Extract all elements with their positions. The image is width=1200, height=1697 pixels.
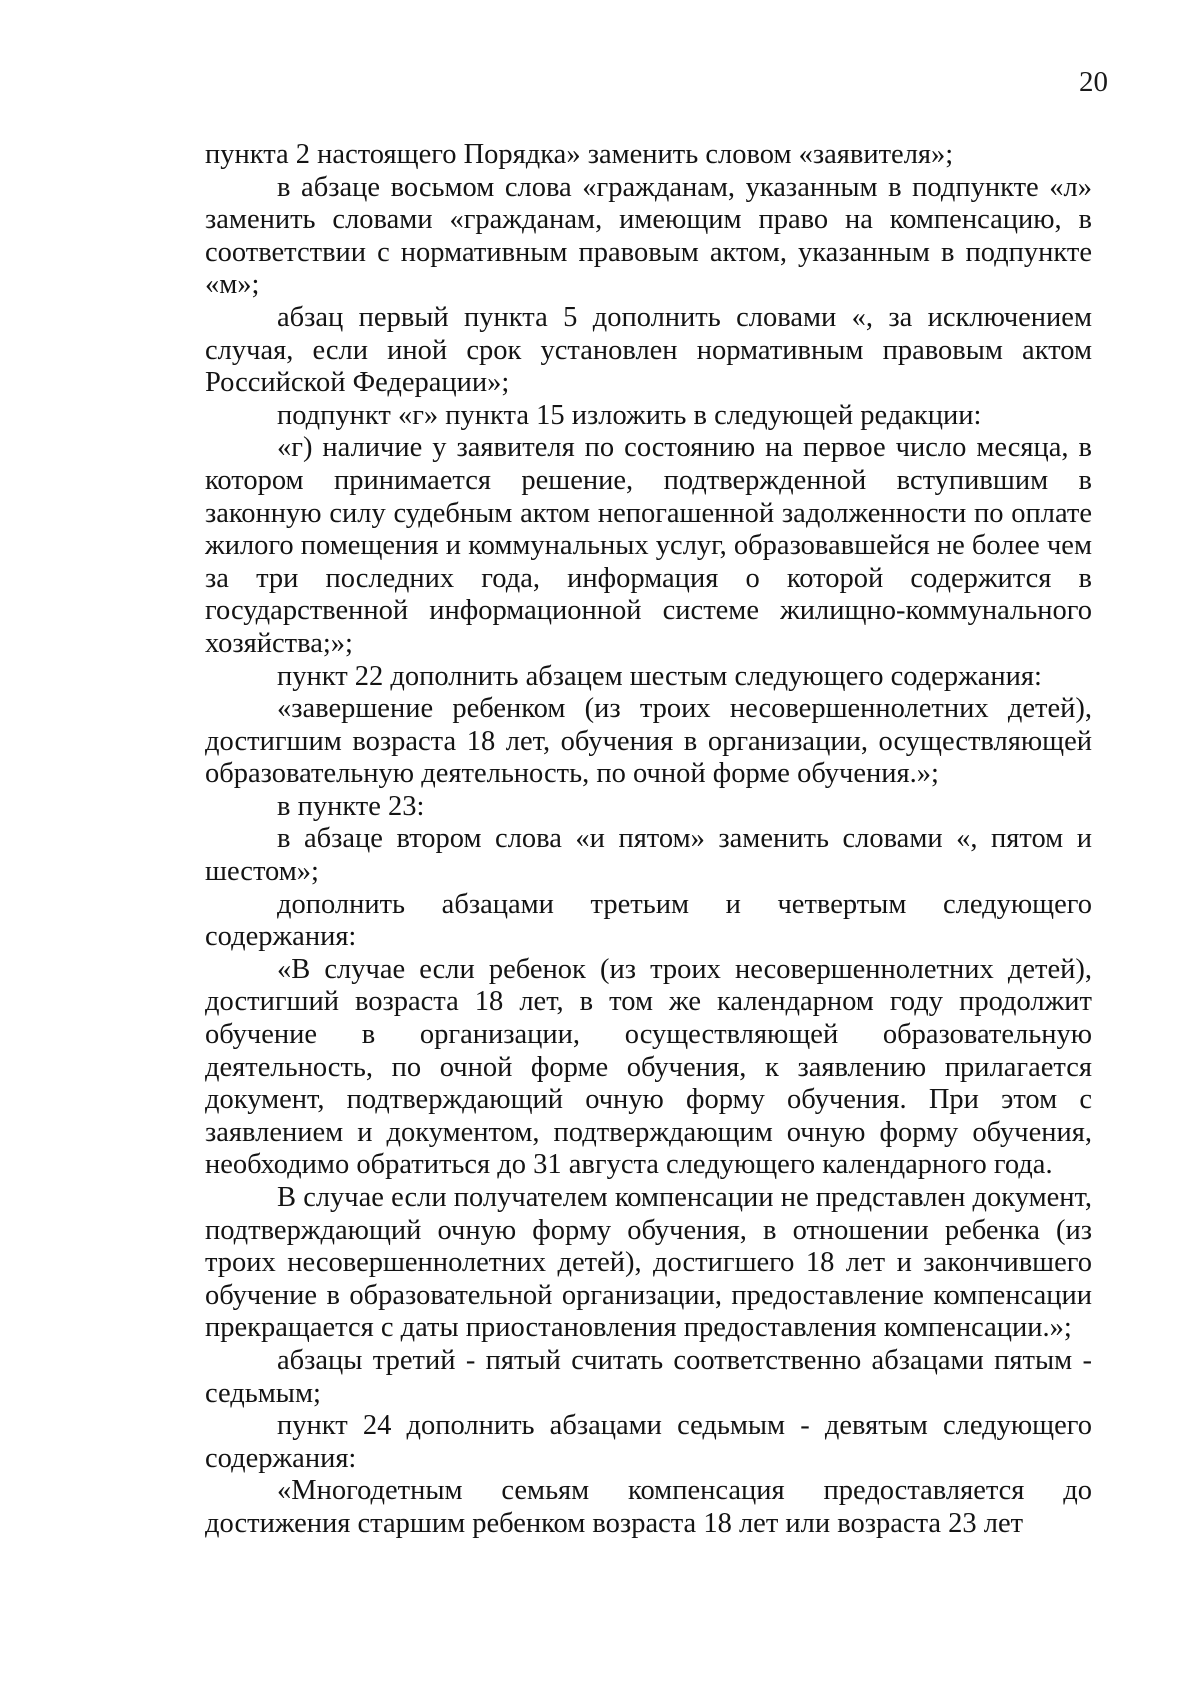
paragraph: абзац первый пункта 5 дополнить словами «, за исключением случая, если иной срок установлен нормативным правовым актом Российской Федерации»; [205, 301, 1092, 399]
paragraph: «Многодетным семьям компенсация предоставляется до достижения старшим ребенком возраста 18 лет или возраста 23 лет [205, 1475, 1092, 1539]
paragraph: дополнить абзацами третьим и четвертым следующего содержания: [205, 888, 1092, 953]
paragraph: «завершение ребенком (из троих несовершеннолетних детей), достигшим возраста 18 лет, обучения в организации, осуществляющей образовательную деятельность, по очной форме обучения.»; [205, 693, 1092, 790]
paragraph: «г) наличие у заявителя по состоянию на первое число месяца, в котором принимается решение, подтвержденной вступившим в законную силу судебным актом непогашенной задолженности по оплате жилого помещения и коммунальных услуг, образовавшейся не более чем за три последних года, информация о которой содержится в государственной информационной системе жилищно-коммунального хозяйства;»; [205, 432, 1092, 659]
document-body [205, 139, 1092, 1541]
page-number: 20 [1079, 66, 1108, 98]
paragraph: абзацы третий - пятый считать соответственно абзацами пятым - седьмым; [205, 1344, 1092, 1409]
paragraph: подпункт «г» пункта 15 изложить в следующей редакции: [277, 399, 982, 431]
paragraph: «В случае если ребенок (из троих несовершеннолетних детей), достигший возраста 18 лет, в том же календарном году продолжит обучение в организации, осуществляющей образовательную деятельность, по очной форме обучения, к заявлению прилагается документ, подтверждающий очную форму обучения. При этом с заявлением и документом, подтверждающим очную форму обучения, необходимо обратиться до 31 августа следующего календарного года. [205, 953, 1092, 1181]
paragraph: в абзаце восьмом слова «гражданам, указанным в подпункте «л» заменить словами «гражданам, имеющим право на компенсацию, в соответствии с нормативным правовым актом, указанным в подпункте «м»; [205, 171, 1092, 301]
paragraph: в абзаце втором слова «и пятом» заменить словами «, пятом и шестом»; [205, 823, 1092, 888]
paragraph: пункт 24 дополнить абзацами седьмым - девятым следующего содержания: [205, 1410, 1092, 1474]
paragraph: в пункте 23: [277, 790, 425, 822]
paragraph: В случае если получателем компенсации не представлен документ, подтверждающий очную форму обучения, в отношении ребенка (из троих несовершеннолетних детей), достигшего 18 лет и закончившего обучение в образовательной организации, предоставление компенсации прекращается с даты приостановления предоставления компенсации.»; [205, 1182, 1092, 1344]
paragraph: пункта 2 настоящего Порядка» заменить словом «заявителя»; [205, 139, 954, 170]
paragraph: пункт 22 дополнить абзацем шестым следующего содержания: [277, 660, 1042, 692]
